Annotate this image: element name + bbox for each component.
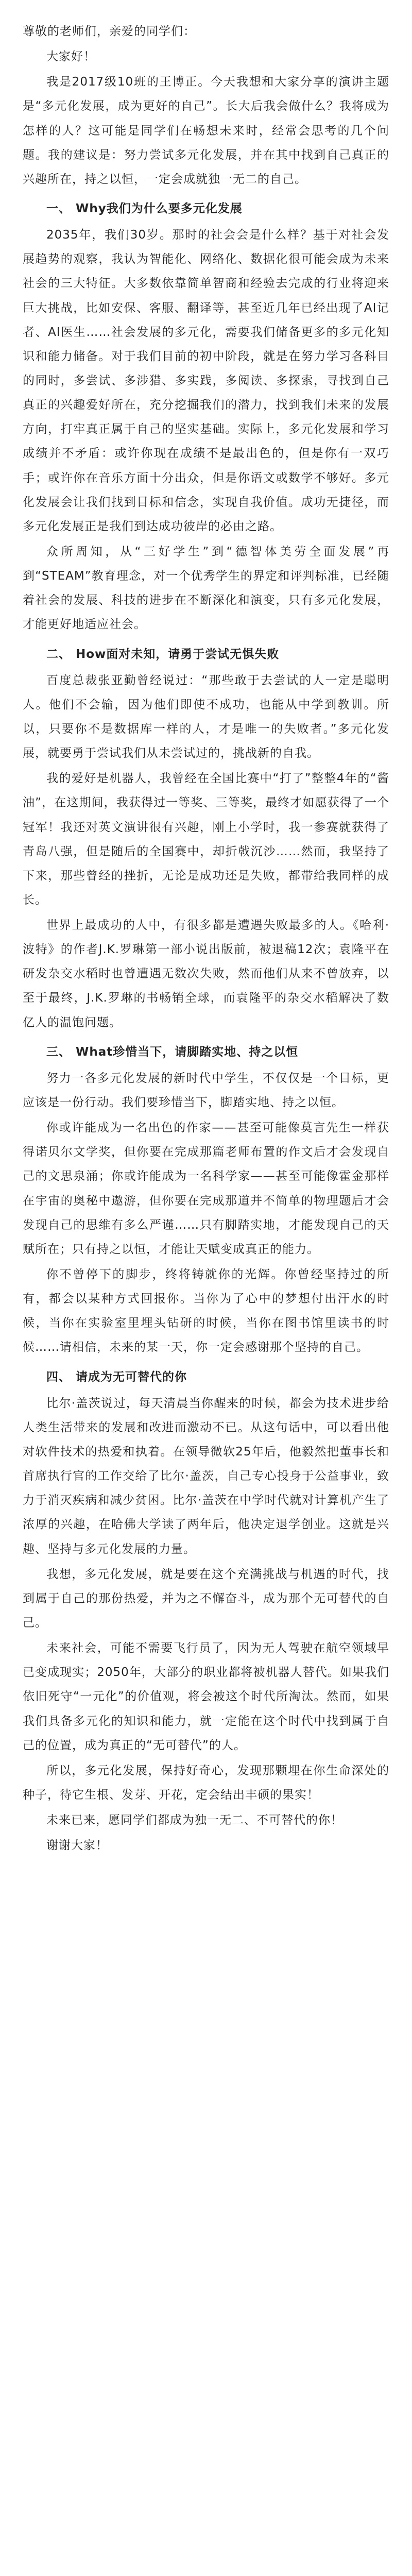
section-3-paragraph: 你不曾停下的脚步，终将铸就你的光辉。你曾经坚持过的所有，都会以某种方式回报你。当你为了心中的梦想付出汗水的时候，当你在实验室里埋头钻研的时候，当你在图书馆里读书的时候……请相信，未来的某一天，你一定会感谢那个坚持的自己。 [23, 1268, 389, 1354]
section-1-title: 一、 Why我们为什么要多元化发展 [46, 201, 243, 215]
section-4-paragraph: 比尔·盖茨说过，每天清晨当你醒来的时候，都会为技术进步给人类生活带来的发展和改进而激动不已。从这句话中，可以看出他对软件技术的热爱和执着。在领导微软25年后，他毅然把董事长和首席执行官的工作交给了比尔·盖茨，自己专心投身于公益事业，致力于消灭疾病和减少贫困。比尔·盖茨在中学时代就对计算机产生了浓厚的兴趣，在哈佛大学读了两年后，他决定退学创业。这就是兴趣、坚持与多元化发展的力量。 [23, 1396, 389, 1556]
intro-paragraph: 我是2017级10班的王博正。今天我想和大家分享的演讲主题是“多元化发展，成为更好的自己”。长大后我会做什么？我将成为怎样的人？这可能是同学们在畅想未来时，经常会思考的几个问题。我的建议是：努力尝试多元化发展，并在其中找到自己真正的兴趣所在，持之以恒，一定会成就独一无二的自己。 [23, 75, 389, 186]
salutation: 大家好！ [46, 50, 96, 64]
section-4-paragraph: 所以，多元化发展，保持好奇心，发现那颗埋在你生命深处的种子，待它生根、发芽、开花，定会结出丰硕的果实！ [23, 1764, 389, 1802]
section-2-title: 二、 How面对未知，请勇于尝试无惧失败 [46, 647, 280, 661]
section-4-paragraph: 我想，多元化发展，就是要在这个充满挑战与机遇的时代，找到属于自己的那份热爱，并为之不懈奋斗，成为那个无可替代的自己。 [23, 1567, 389, 1630]
section-1-paragraph: 众所周知，从“三好学生”到“德智体美劳全面发展”再到“STEAM”教育理念，对一个优秀学生的界定和评判标准，已经随着社会的发展、科技的进步在不断深化和演变，只有多元化发展，才能更好地适应社会。 [23, 545, 389, 632]
thanks-line: 谢谢大家！ [46, 1839, 108, 1853]
section-4-title: 四、 请成为无可替代的你 [46, 1370, 187, 1384]
section-3-paragraph: 努力一各多元化发展的新时代中学生，不仅仅是一个目标，更应该是一份行动。我们要珍惜当下，脚踏实地、持之以恒。 [23, 1071, 389, 1110]
closing-line: 未来已来，愿同学们都成为独一无二、不可替代的你！ [46, 1814, 343, 1827]
greeting: 尊敬的老师们，亲爱的同学们： [23, 25, 196, 38]
section-2-paragraph: 世界上最成功的人中，有很多都是遭遇失败最多的人。《哈利·波特》的作者J.K.罗琳第一部小说出版前，被退稿12次；袁隆平在研发杂交水稻时也曾遭遇无数次失败，然而他们从来不曾放弃，以至于最终，J.K.罗琳的书畅销全球，而袁隆平的杂交水稻解决了数亿人的温饱问题。 [23, 919, 389, 1029]
section-3-paragraph: 你或许能成为一名出色的作家——甚至可能像莫言先生一样获得诺贝尔文学奖，但你要在完成那篇老师布置的作文后才会发现自己的文思泉涌；你或许能成为一名科学家——甚至可能像霍金那样在宇宙的奥秘中遨游，但你要在完成那道并不简单的物理题后才会发现自己的思维有多么严谨……只有脚踏实地，才能发现自己的天赋所在；只有持之以恒，才能让天赋变成真正的能力。 [23, 1121, 389, 1256]
section-2-paragraph: 百度总裁张亚勤曾经说过：“那些敢于去尝试的人一定是聪明人。他们不会输，因为他们即使不成功，也能从中学到教训。所以，只要你不是数据库一样的人，才是唯一的失败者。”多元化发展，就要勇于尝试我们从未尝试过的，挑战新的自我。 [23, 673, 389, 760]
section-3-title: 三、 What珍惜当下，请脚踏实地、持之以恒 [46, 1045, 299, 1059]
section-4-paragraph: 未来社会，可能不需要飞行员了，因为无人驾驶在航空领域早已变成现实；2050年，大部分的职业都将被机器人替代。如果我们依旧死守“一元化”的价值观，将会被这个时代所淘汰。然而，如果我们具备多元化的知识和能力，就一定能在这个时代中找到属于自己的位置，成为真正的“无可替代”的人。 [23, 1641, 389, 1752]
section-2-paragraph: 我的爱好是机器人，我曾经在全国比赛中“打了”整整4年的“酱油”，在这期间，我获得过一等奖、三等奖，最终才如愿获得了一个冠军！我还对英文演讲很有兴趣，刚上小学时，我一参赛就获得了青岛八强，但是随后的全国赛中，却折戟沉沙……然而，我坚持了下来，那些曾经的挫折，无论是成功还是失败，都带给我同样的成长。 [23, 772, 389, 907]
section-1-paragraph: 2035年，我们30岁。那时的社会会是什么样？基于对社会发展趋势的观察，我认为智能化、网络化、数据化很可能会成为未来社会的三大特征。大多数依靠简单智商和经验去完成的行业将迎来巨大挑战，比如安保、客服、翻译等，甚至近几年已经出现了AI记者、AI医生……社会发展的多元化，需要我们储备更多的多元化知识和能力储备。对于我们目前的初中阶段，就是在努力学习各科目的同时，多尝试、多涉猎、多实践，多阅读、多探索，寻找到自己真正的兴趣爱好所在，充分挖掘我们的潜力，找到我们未来的发展方向，打牢真正属于自己的坚实基础。实际上，多元化发展和学习成绩并不矛盾：或许你现在成绩不是最出色的，但是你有一双巧手；或许你在音乐方面十分出众，但是你语文或数学不够好。多元化发展会让我们找到目标和信念，实现自我价值。成功无捷径，而多元化发展正是我们到达成功彼岸的必由之路。 [23, 228, 389, 533]
